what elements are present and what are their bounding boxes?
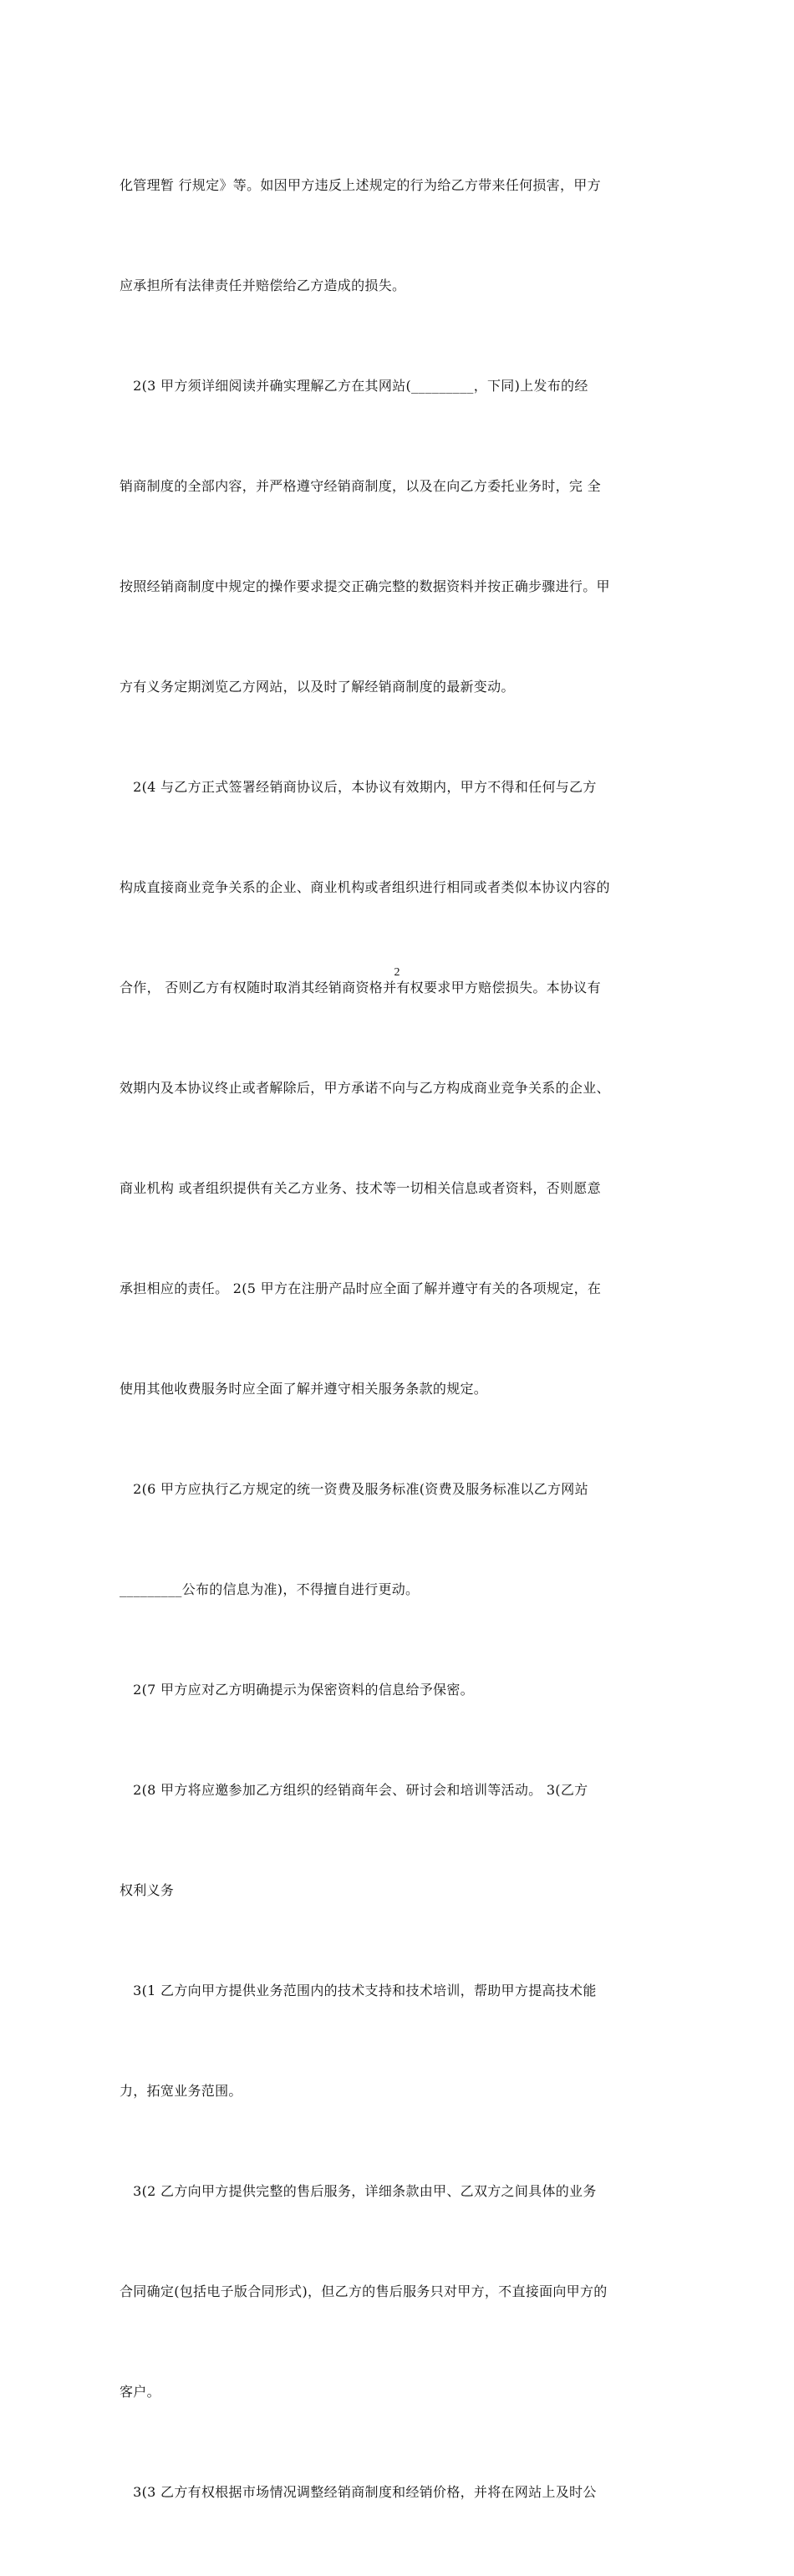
text-line: 承担相应的责任。 2(5 甲方在注册产品时应全面了解并遵守有关的各项规定，在 — [120, 1280, 602, 1296]
text-line: 2(7 甲方应对乙方明确提示为保密资料的信息给予保密。 — [120, 1682, 474, 1698]
text-line: 客户。 — [120, 2384, 160, 2400]
body-text — [120, 102, 678, 2576]
text-line: 2(3 甲方须详细阅读并确实理解乙方在其网站(_________，下同)上发布的经 — [120, 378, 588, 394]
text-line: 销商制度的全部内容，并严格遵守经销商制度，以及在向乙方委托业务时，完 全 — [120, 478, 601, 494]
text-line: 方有义务定期浏览乙方网站，以及时了解经销商制度的最新变动。 — [120, 679, 515, 695]
text-line: 化管理暂 行规定》等。如因甲方违反上述规定的行为给乙方带来任何损害，甲方 — [120, 177, 601, 193]
text-line: 使用其他收费服务时应全面了解并遵守相关服务条款的规定。 — [120, 1381, 488, 1397]
text-line: 合作， 否则乙方有权随时取消其经销商资格并有权要求甲方赔偿损失。本协议有 — [120, 980, 601, 995]
text-line: 2(8 甲方将应邀参加乙方组织的经销商年会、研讨会和培训等活动。 3(乙方 — [120, 1782, 588, 1798]
text-line: _________公布的信息为准)，不得擅自进行更动。 — [120, 1581, 420, 1597]
text-line: 合同确定(包括电子版合同形式)，但乙方的售后服务只对甲方，不直接面向甲方的 — [120, 2283, 608, 2299]
text-line: 3(2 乙方向甲方提供完整的售后服务，详细条款由甲、乙双方之间具体的业务 — [120, 2183, 597, 2199]
text-line: 2(4 与乙方正式签署经销商协议后，本协议有效期内，甲方不得和任何与乙方 — [120, 779, 597, 795]
text-line: 力，拓宽业务范围。 — [120, 2083, 242, 2099]
text-line: 3(1 乙方向甲方提供业务范围内的技术支持和技术培训，帮助甲方提高技术能 — [120, 1983, 597, 1998]
text-line: 应承担所有法律责任并赔偿给乙方造成的损失。 — [120, 277, 406, 293]
text-line: 3(3 乙方有权根据市场情况调整经销商制度和经销价格，并将在网站上及时公 — [120, 2484, 597, 2500]
document-body — [120, 102, 678, 2576]
text-line: 按照经销商制度中规定的操作要求提交正确完整的数据资料并按正确步骤进行。甲 — [120, 578, 610, 594]
text-line: 商业机构 或者组织提供有关乙方业务、技术等一切相关信息或者资料，否则愿意 — [120, 1180, 601, 1196]
text-line: 2(6 甲方应执行乙方规定的统一资费及服务标准(资费及服务标准以乙方网站 — [120, 1481, 588, 1497]
page-number: 2 — [394, 966, 400, 979]
text-line: 权利义务 — [120, 1882, 175, 1898]
text-line: 效期内及本协议终止或者解除后，甲方承诺不向与乙方构成商业竞争关系的企业、 — [120, 1080, 610, 1096]
text-line: 构成直接商业竞争关系的企业、商业机构或者组织进行相同或者类似本协议内容的 — [120, 879, 610, 895]
